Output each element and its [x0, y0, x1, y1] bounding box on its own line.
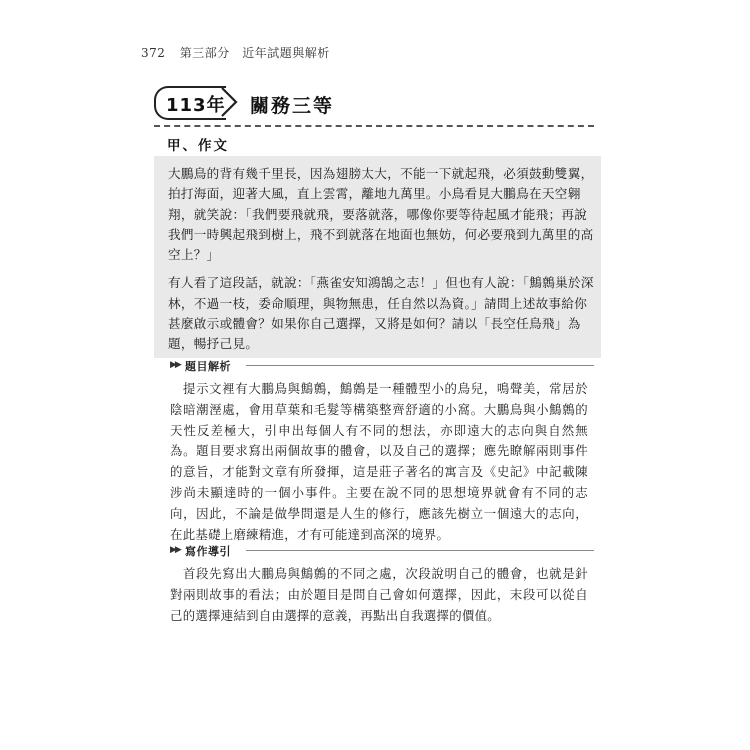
heading-rule — [246, 550, 594, 551]
prompt-paragraph: 有人看了這段話，就說：「燕雀安知鴻鵠之志！」但也有人說：「鷦鷯巢於深林，不過一枝，委命順理，與物無患，任自然以為資。」請問上述故事給你甚麼啟示或體會？如果你自己選擇，又將是如何？請以「長空任鳥飛」為題，暢抒己見。 — [168, 275, 594, 352]
section-heading: 甲、作文 — [167, 138, 229, 154]
guide-heading — [170, 543, 594, 557]
running-title: 第三部分 近年試題與解析 — [179, 46, 330, 60]
heading-rule — [246, 365, 594, 366]
guide-heading-label: 寫作導引 — [185, 545, 231, 558]
exam-subject: 關務三等 — [250, 95, 335, 117]
title-divider — [154, 125, 594, 127]
analysis-heading — [170, 358, 594, 372]
guide-text: 首段先寫出大鵬鳥與鷦鷯的不同之處，次段說明自己的體會，也就是針對兩則故事的看法；由於題目是問自己會如何選擇，因此，末段可以從自己的選擇連結到自由選擇的意義，再點出自我選擇的價值。 — [170, 566, 588, 623]
year-badge — [154, 86, 226, 120]
year-label: 113年 — [166, 95, 226, 116]
chevron-right-icon — [220, 86, 240, 120]
page-number: 372 — [141, 46, 166, 60]
analysis-text: 提示文裡有大鵬鳥與鷦鷯，鷦鷯是一種體型小的鳥兒，鳴聲美，常居於陰暗潮溼處，會用草葉和毛髮等構築整齊舒適的小窩。大鵬鳥與小鷦鷯的天性反差極大，引申出每個人有不同的想法，亦即遠大的志向與自然無為。題目要求寫出兩個故事的體會，以及自己的選擇；應先瞭解兩則事件的意旨，才能對文章有所發揮，這是莊子著名的寓言及《史記》中記載陳涉尚未顯達時的一個小事件。主要在說不同的思想境界就會有不同的志向，因此，不論是做學問還是人生的修行，應該先樹立一個遠大的志向，在此基礎上磨練精進，才有可能達到高深的境界。 — [170, 381, 588, 542]
running-header — [141, 44, 330, 61]
double-triangle-icon: ▶▶ — [170, 545, 180, 555]
prompt-paragraph: 大鵬鳥的背有幾千里長，因為翅膀太大，不能一下就起飛，必須鼓動雙翼，拍打海面，迎著大風，直上雲霄，離地九萬里。小鳥看見大鵬鳥在天空翱翔，就笑說：「我們要飛就飛，要落就落，哪像你要等待起風才能飛；再說我們一時興起飛到樹上，飛不到就落在地面也無妨，何必要飛到九萬里的高空上？」 — [168, 166, 594, 263]
double-triangle-icon: ▶▶ — [170, 360, 180, 370]
essay-prompt — [154, 156, 601, 358]
analysis-heading-label: 題目解析 — [185, 360, 231, 373]
